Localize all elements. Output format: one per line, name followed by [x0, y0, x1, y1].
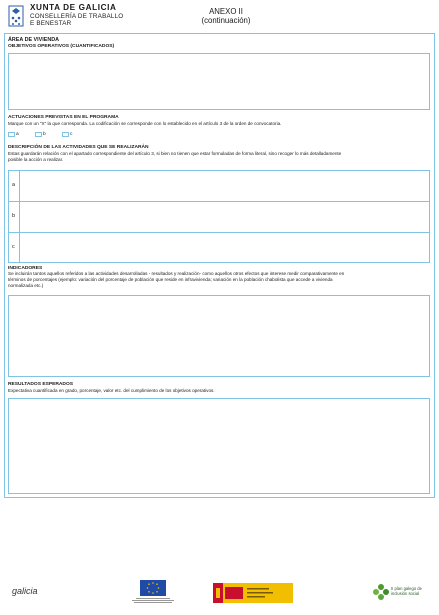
eu-flag-icon [140, 580, 166, 596]
indicators-instructions-line1: Se incluirán tantos aquellos referidos a las actividades desarrolladas - resultados y realización- como aquellos otros efectos que interese medir comparativamente en [8, 271, 345, 276]
activity-row-c-label: c [12, 244, 15, 250]
galicia-logo-text: galicia [12, 586, 38, 596]
results-title: RESULTADOS ESPERADOS [8, 382, 74, 387]
spain-ministry-logo [213, 583, 293, 603]
checkbox-a[interactable] [8, 132, 15, 137]
xunta-crest-logo [8, 5, 24, 27]
annex-line2: (continuación) [201, 16, 251, 25]
indicators-instructions-line3: normalizada etc.) [8, 283, 44, 288]
objectives-title: OBJETIVOS OPERATIVOS (CUANTIFICADOS) [8, 44, 115, 49]
checkbox-b-label: b [43, 132, 46, 137]
indicators-title: INDICADORES [8, 266, 43, 271]
indicators-field[interactable] [8, 295, 430, 377]
activities-instructions-line1: Estas guardarán relación con el apartado correspondiente del artículo 3, si bien no tienen que estar formuladas de forma literal, sino recoger lo más detalladamente [8, 151, 342, 156]
plan-text-line1: II plan galego de [391, 586, 422, 591]
activity-row-c-field[interactable] [20, 233, 429, 262]
checkbox-c-label: c [70, 132, 73, 137]
inclusion-plan-logo [372, 582, 390, 602]
activity-row-b-label: b [12, 213, 15, 219]
org-name: XUNTA DE GALICIA [30, 3, 117, 12]
activities-instructions-line2: posible la acción a realizar. [8, 157, 64, 162]
department-line2: E BENESTAR [30, 20, 72, 27]
activity-row-b-field[interactable] [20, 202, 429, 232]
checkbox-c[interactable] [62, 132, 69, 137]
area-title: ÁREA DE VIVIENDA [8, 37, 60, 43]
results-field[interactable] [8, 398, 430, 494]
annex-title [186, 7, 266, 25]
checkbox-a-label: a [16, 132, 19, 137]
checkbox-b[interactable] [35, 132, 42, 137]
activities-title: DESCRIPCIÓN DE LAS ACTIVIDADES QUE SE REALIZARÁN [8, 145, 149, 150]
indicators-instructions-line2: términos de porcentajes (ejemplo: variación del porcentaje de población que reside en infravivienda; variación en la población chabolista que accede a vivienda [8, 277, 333, 282]
plan-text-line2: inclusión social [391, 590, 420, 596]
actions-instructions: Marque con un "X" la que corresponda. La codificación se corresponde con lo establecido en el artículo 3 de la orden de convocatoria. [8, 121, 282, 126]
results-instructions: Expectativa cuantificada en grado, porcentaje, valor etc. del cumplimiento de los objetivos operativos. [8, 388, 215, 393]
annex-line1: ANEXO II [209, 7, 243, 16]
department-line1: CONSELLERÍA DE TRABALLO [30, 13, 124, 20]
eu-fund-caption [128, 598, 178, 603]
activity-row-a-field[interactable] [20, 171, 429, 201]
objectives-field[interactable] [8, 53, 430, 110]
inclusion-plan-text [391, 587, 422, 597]
actions-title: ACTUACIONES PREVISTAS EN EL PROGRAMA [8, 115, 119, 120]
activity-row-a-label: a [12, 182, 15, 188]
